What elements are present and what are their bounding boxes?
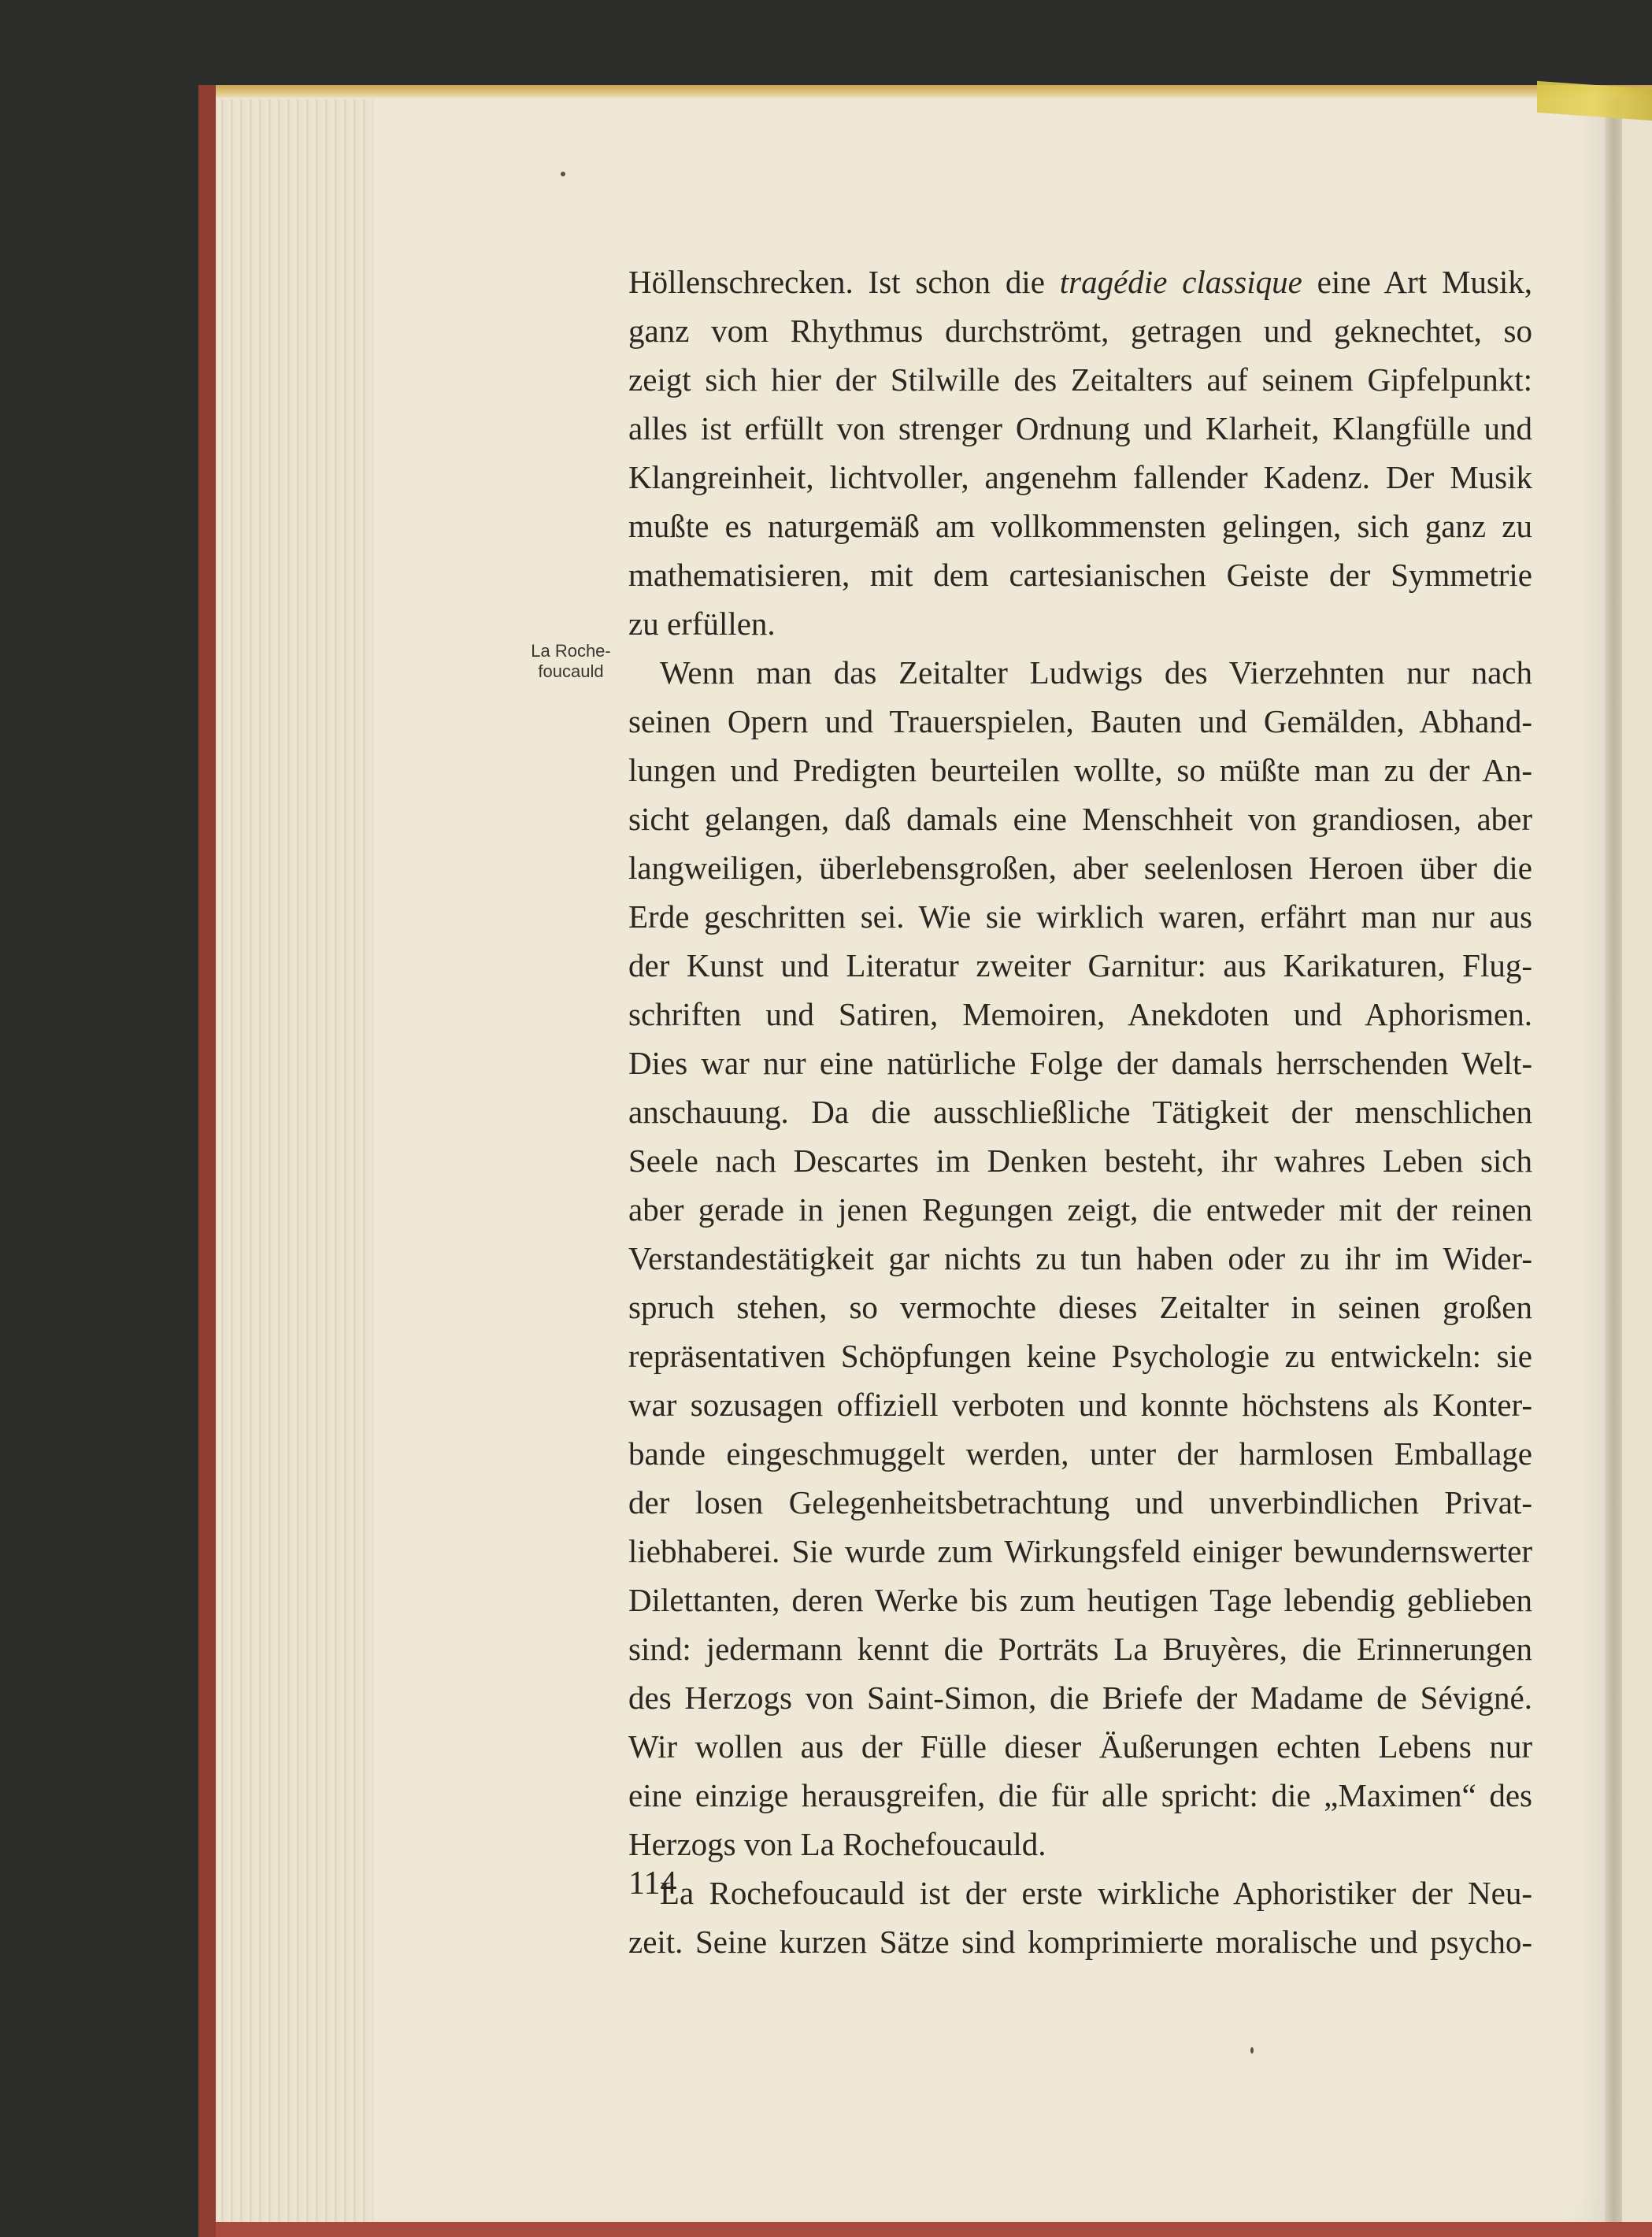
text-line: lungen und Predigten beurteilen wollte, so müßte man zu der An- [628,752,1532,788]
margin-note [512,641,630,682]
text-line: sicht gelangen, daß damals eine Menschheit von grandiosen, aber [628,801,1532,837]
text-line: bande eingeschmuggelt werden, unter der harmlosen Emballage [628,1435,1532,1472]
text-line: liebhaberei. Sie wurde zum Wirkungsfeld einiger bewundernswerter [628,1533,1532,1569]
text-line: eine einzige herausgreifen, die für alle spricht: die „Maximen“ des [628,1777,1532,1813]
text-line: seinen Opern und Trauerspielen, Bauten und Gemälden, Abhand- [628,703,1532,739]
text-line: zeigt sich hier der Stilwille des Zeitalters auf seinem Gipfelpunkt: [628,361,1532,398]
text-line: langweiligen, überlebensgroßen, aber seelenlosen Heroen über die [628,850,1532,886]
text-line: La Rochefoucauld ist der erste wirkliche Aphoristiker der Neu- [660,1875,1532,1911]
text-line: schriften und Satiren, Memoiren, Anekdoten und Aphorismen. [628,996,1532,1032]
text-line: ganz vom Rhythmus durchströmt, getragen und geknechtet, so [628,313,1532,349]
text-span: eine Art Musik, [1302,264,1532,300]
text-line: Wenn man das Zeitalter Ludwigs des Vierzehnten nur nach [660,654,1532,691]
facing-page [1622,96,1652,2222]
text-line: Erde geschritten sei. Wie sie wirklich waren, erfährt man nur aus [628,898,1532,935]
text-line: mußte es naturgemäß am vollkommensten gelingen, sich ganz zu [628,508,1532,544]
text-line: sind: jedermann kennt die Porträts La Bruyères, die Erinnerungen [628,1631,1532,1667]
text-line: Dies war nur eine natürliche Folge der damals herrschenden Welt- [628,1045,1532,1081]
text-line: alles ist erfüllt von strenger Ordnung und Klarheit, Klangfülle und [628,410,1532,446]
cover-spine-edge [198,85,216,2237]
text-line: Dilettanten, deren Werke bis zum heutigen Tage lebendig geblieben [628,1582,1532,1618]
text-line: des Herzogs von Saint-Simon, die Briefe der Madame de Sévigné. [628,1680,1532,1716]
text-line: Seele nach Descartes im Denken besteht, ihr wahres Leben sich [628,1143,1532,1179]
text-line: der Kunst und Literatur zweiter Garnitur: aus Karikaturen, Flug- [628,947,1532,983]
text-span: Höllenschrecken. Ist schon die [628,264,1060,300]
text-line [628,260,1532,304]
text-line: aber gerade in jenen Regungen zeigt, die entweder mit der reinen [628,1191,1532,1228]
text-line: spruch stehen, so vermochte dieses Zeitalter in seinen großen [628,1289,1532,1325]
text-line: Herzogs von La Rochefoucauld. [628,1826,1046,1862]
margin-note-line: La Roche- [531,641,611,661]
text-line: Verstandestätigkeit gar nichts zu tun haben oder zu ihr im Wider- [628,1240,1532,1276]
text-line: Klangreinheit, lichtvoller, angenehm fallender Kadenz. Der Musik [628,459,1532,495]
page-edges [216,96,373,2222]
text-line: zu erfüllen. [628,606,776,642]
italic-phrase: tragédie classique [1059,264,1302,300]
page-number: 114 [628,1865,677,1902]
text-line: zeit. Seine kurzen Sätze sind komprimierte moralische und psycho- [628,1924,1532,1960]
text-line: war sozusagen offiziell verboten und konnte höchstens als Konter- [628,1387,1532,1423]
page-top-edge [216,85,1652,99]
margin-note-line: foucauld [538,661,604,681]
text-line: repräsentativen Schöpfungen keine Psychologie zu entwickeln: sie [628,1338,1532,1374]
text-line: mathematisieren, mit dem cartesianischen Geiste der Symmetrie [628,557,1532,593]
text-line: der losen Gelegenheitsbetrachtung und unverbindlichen Privat- [628,1484,1532,1520]
paper-speck [561,172,565,176]
paper-speck [1250,2047,1254,2054]
text-line: anschauung. Da die ausschließliche Tätigkeit der menschlichen [628,1094,1532,1130]
book-gutter [1605,96,1622,2222]
text-line: Wir wollen aus der Fülle dieser Äußerungen echten Lebens nur [628,1728,1532,1765]
